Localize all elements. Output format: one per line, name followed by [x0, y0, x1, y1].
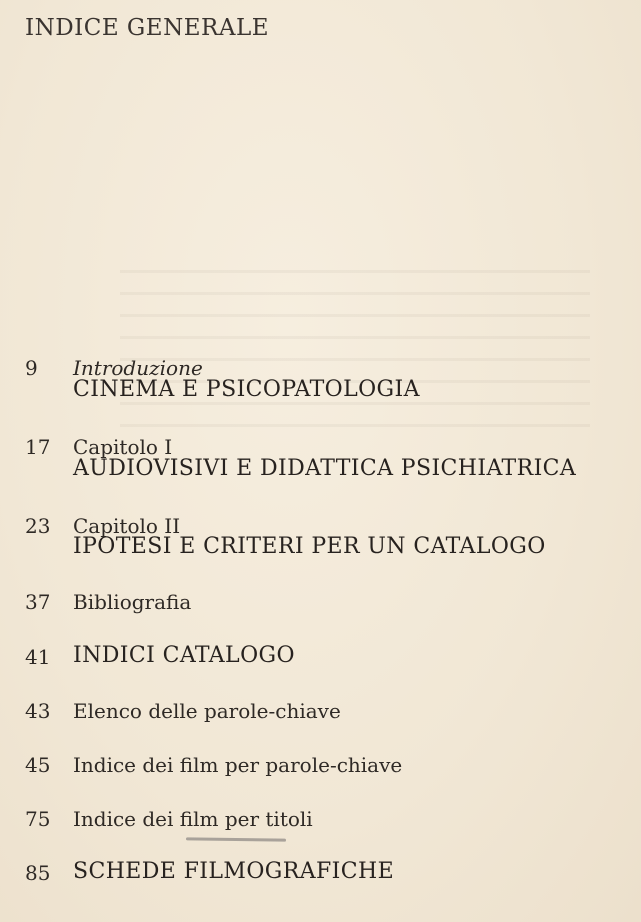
toc-title: INDICI CATALOGO [73, 643, 295, 668]
toc-title: Bibliografia [73, 590, 192, 614]
toc-page-number: 85 [25, 861, 51, 885]
toc-page-number: 37 [25, 590, 51, 614]
toc-page-number: 17 [25, 435, 51, 459]
page-title: INDICE GENERALE [25, 15, 270, 41]
toc-title: Indice dei film per titoli [73, 807, 313, 831]
toc-page-number: 41 [25, 645, 51, 669]
toc-page-number: 23 [25, 514, 51, 538]
toc-subtitle: Introduzione [73, 356, 203, 380]
pencil-underline-mark [186, 837, 286, 841]
toc-subtitle: Capitolo I [73, 435, 173, 459]
toc-subtitle: Capitolo II [73, 514, 181, 538]
show-through-text [120, 270, 590, 440]
toc-title: IPOTESI E CRITERI PER UN CATALOGO [73, 534, 546, 559]
toc-title: CINEMA E PSICOPATOLOGIA [73, 377, 420, 402]
toc-title: AUDIOVISIVI E DIDATTICA PSICHIATRICA [73, 456, 577, 481]
toc-page-number: 45 [25, 753, 51, 777]
toc-page-number: 43 [25, 699, 51, 723]
toc-title: Elenco delle parole-chiave [73, 699, 341, 723]
toc-title: Indice dei film per parole-chiave [73, 753, 403, 777]
toc-page-number: 9 [25, 356, 38, 380]
toc-title: SCHEDE FILMOGRAFICHE [73, 859, 395, 884]
toc-page-number: 75 [25, 807, 51, 831]
